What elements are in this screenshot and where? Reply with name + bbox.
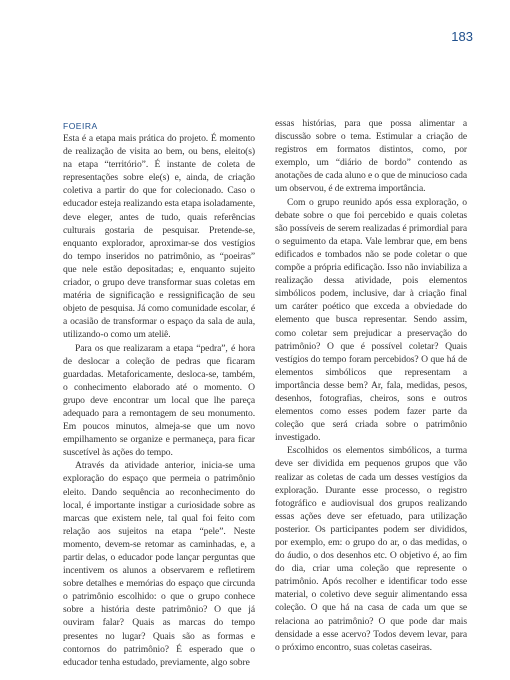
page-number: 183 [451, 29, 473, 44]
paragraph: Com o grupo reunido após essa exploração, o debate sobre o que foi percebido e quais coletas são possíveis de serem realizadas é primordial para o seguimento da etapa. Vale lembrar que, em bens edificados e tombados não se pode coletar o que compõe a própria edificação. Isso não inviabiliza a realização dessa atividade, pois elementos simbólicos podem, inclusive, dar à criação final um caráter poético que exceda a obviedade do elemento que busca representar. Sendo assim, como coletar sem prejudicar a preservação do patrimônio? O que é possível coletar? Quais vestígios do tempo foram percebidos? O que há de elementos simbólicos que representam a importância desse bem? Ar, fala, medidas, pesos, desenhos, fotografias, cheiros, sons e outros elementos como esses podem fazer parte da coleção que será criada sobre o patrimônio investigado. [275, 196, 467, 444]
right-column [275, 117, 467, 654]
paragraph: Esta é a etapa mais prática do projeto. É momento de realização de visita ao bem, ou bens, eleito(s) na etapa “território”. É instante de coleta de representações sobre ele(s) e, ainda, de criação coletiva a partir do que for colecionado. Caso o educador esteja realizando esta etapa isoladamente, deve eleger, antes de tudo, quais referências culturais gostaria de pesquisar. Pretende-se, enquanto explorador, aproximar-se dos vestígios do tempo inseridos no patrimônio, as “poeiras” que nele estão depositadas; e, enquanto sujeito criador, o grupo deve transformar suas coletas em matéria de significação e ressignificação de seu objeto de pesquisa. Já como comunidade escolar, é a ocasião de transformar o espaço da sala de aula, utilizando-o como um ateliê. [63, 133, 256, 341]
paragraph: Através da atividade anterior, inicia-se uma exploração do espaço que permeia o patrimônio eleito. Dando sequência ao reconhecimento do local, é importante instigar a curiosidade sobre as marcas que existem nele, tal qual foi feito com relação aos sujeitos na etapa “pele”. Neste momento, devem-se retomar as caminhadas, e, a partir delas, o educador pode lançar perguntas que incentivem os alunos a observarem e refletirem sobre detalhes e memórias do espaço que circunda o patrimônio escolhido: o que o grupo conhece sobre a história deste patrimônio? O que já ouviram falar? Quais as marcas do tempo presentes no lugar? Quais são as formas e contornos do patrimônio? É esperado que o educador tenha estudado, previamente, algo sobre [63, 460, 255, 668]
paragraph: essas histórias, para que possa alimentar a discussão sobre o tema. Estimular a criação de registros em formatos distintos, como, por exemplo, um “diário de bordo” contendo as anotações de cada aluno e o que de minucioso cada um observou, é de extrema importância. [275, 118, 467, 195]
paragraph: Escolhidos os elementos simbólicos, a turma deve ser dividida em pequenos grupos que vão realizar as coletas de cada um desses vestígios da exploração. Durante esse processo, o registro fotográfico e audiovisual dos grupos realizando essas ações deve ser efetuado, para utilização posterior. Os participantes podem ser divididos, por exemplo, em: o grupo do ar, o das medidas, o do áudio, o dos desenhos etc. O objetivo é, ao fim do dia, criar uma coleção que represente o patrimônio. Após recolher e identificar todo esse material, o coletivo deve seguir alimentando essa coleção. O que há na casa de cada um que se relaciona ao patrimônio? O que pode dar mais densidade a esse acervo? Todos devem levar, para o próximo encontro, suas coletas caseiras. [275, 445, 467, 653]
left-column [63, 120, 255, 669]
paragraph: Para os que realizaram a etapa “pedra”, é hora de deslocar a coleção de pedras que ficaram guardadas. Metaforicamente, desloca-se, também, o conhecimento elaborado até o momento. O grupo deve encontrar um local que lhe pareça adequado para a remontagem de seu monumento. Em poucos minutos, almeja-se que um novo empilhamento se organize e permaneça, para ficar suscetível às ações do tempo. [63, 342, 255, 459]
section-heading: FOEIRA [63, 121, 98, 131]
